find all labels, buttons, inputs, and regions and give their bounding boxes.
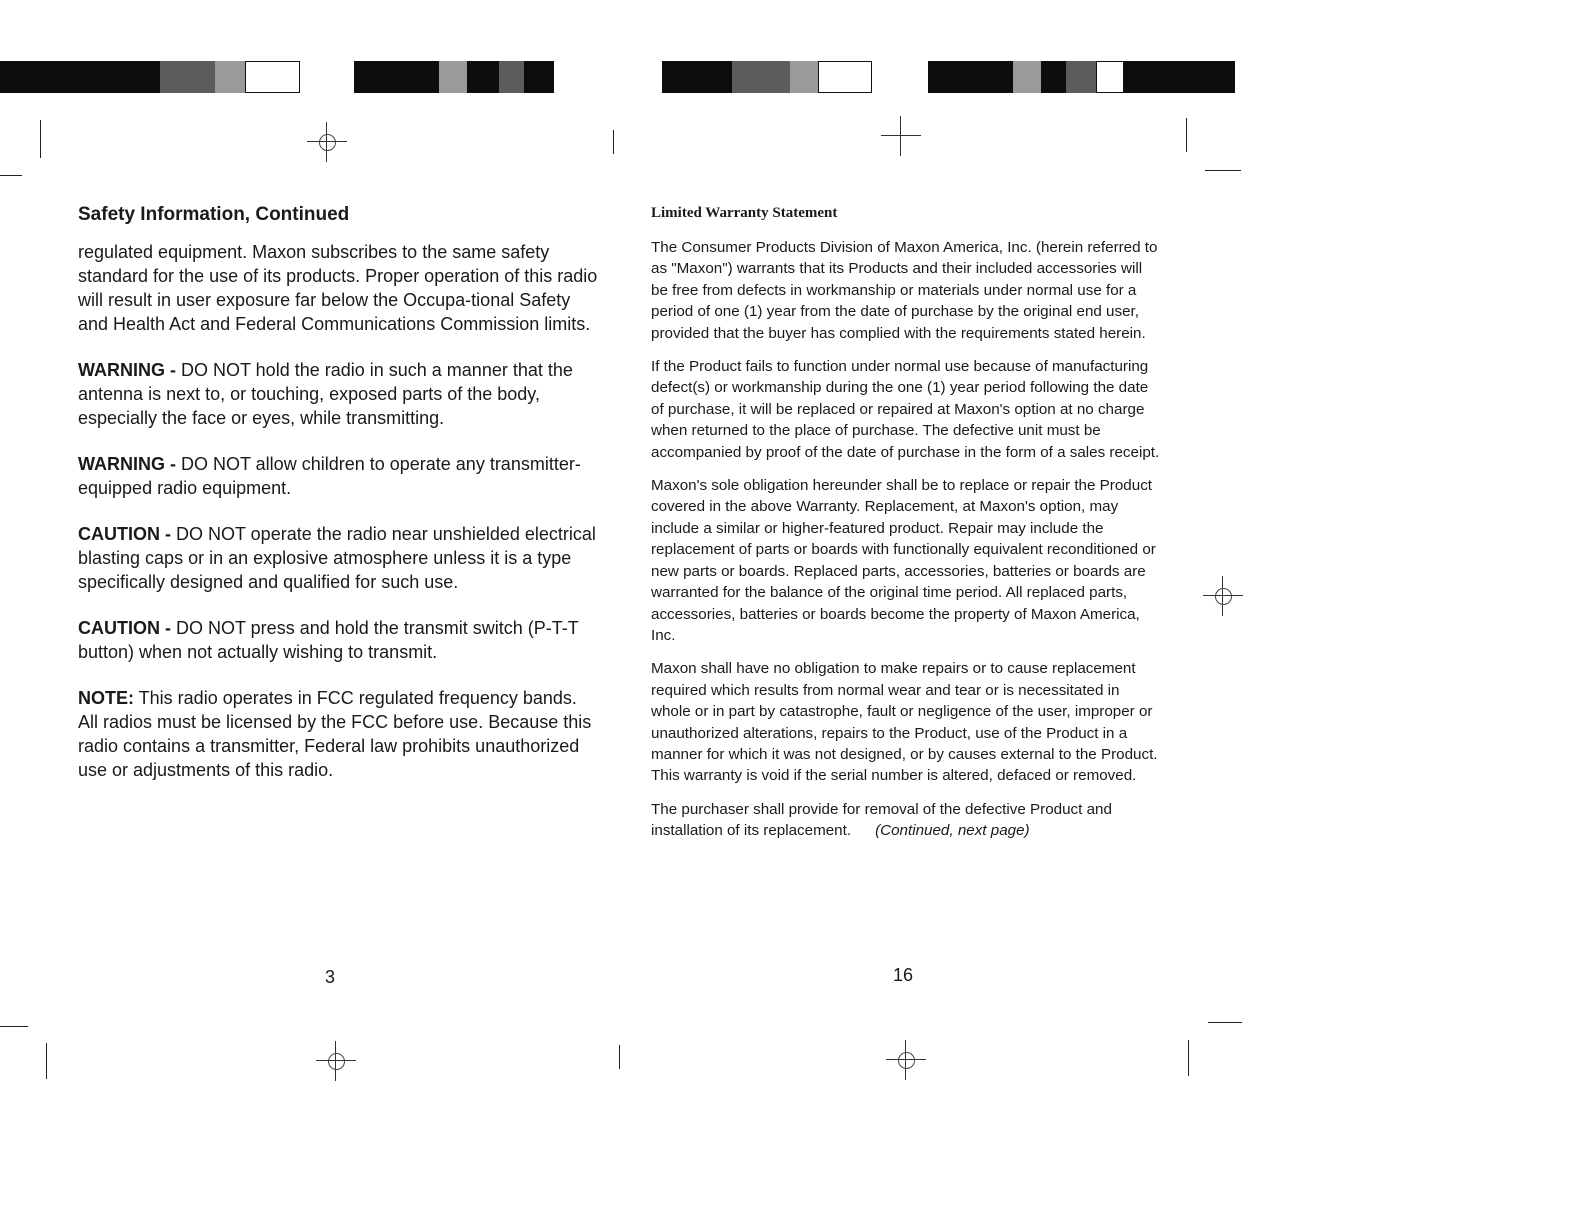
print-bar bbox=[732, 61, 790, 93]
print-bar bbox=[1066, 61, 1096, 93]
notice-text: DO NOT allow children to operate any transmitter-equipped radio equipment. bbox=[78, 454, 581, 498]
crop-mark bbox=[1188, 1040, 1189, 1076]
warranty-paragraph: Maxon shall have no obligation to make repairs or to cause replacement required which results from normal wear and tear or is necessitated in whole or in part by catastrophe, fault or negligence of the user, improper or unauthorized alterations, repairs to the Product, use of the Product in a manner for which it was not designed, or by causes external to the Product. This warranty is void if the serial number is altered, defaced or removed. bbox=[651, 660, 1158, 785]
print-bar bbox=[1013, 61, 1041, 93]
continued-note: (Continued, next page) bbox=[875, 822, 1030, 840]
notice-text: DO NOT operate the radio near unshielded electrical blasting caps or in an explosive atmosphere unless it is a type specifically designed and qualified for such use. bbox=[78, 524, 596, 592]
intro-paragraph: regulated equipment. Maxon subscribes to the same safety standard for the use of its products. Proper operation of this radio will result in user exposure far below the Occupa-tional Safety and Health Act and Federal Communications Commission limits. bbox=[78, 242, 598, 334]
warranty-paragraph: Maxon's sole obligation hereunder shall be to replace or repair the Product covered in the above Warranty. Replacement, at Maxon's option, may include a similar or higher-featured product. Repair may include the replacement of parts or boards with functionally equivalent reconditioned or new parts or boards. Replaced parts, accessories, batteries or boards are warranted for the balance of the original time period. All replaced parts, accessories, batteries or boards become the property of Maxon America, Inc. bbox=[651, 477, 1156, 644]
warranty-paragraph: The Consumer Products Division of Maxon America, Inc. (herein referred to as "Maxon") warrants that its Products and their included accessories will be free from defects in workmanship or materials under normal use for a period of one (1) year from the date of purchase by the original end user, provided that the buyer has complied with the requirements stated herein. bbox=[651, 239, 1158, 342]
notice-label: WARNING - bbox=[78, 454, 176, 474]
notice-text: DO NOT hold the radio in such a manner that the antenna is next to, or touching, exposed parts of the body, especially the face or eyes, while transmitting. bbox=[78, 360, 573, 428]
registration-mark-icon bbox=[307, 122, 347, 162]
print-bar bbox=[499, 61, 524, 93]
print-bar bbox=[928, 61, 1013, 93]
last-paragraph-text: The purchaser shall provide for removal of the defective Product and installation of its replacement. bbox=[651, 800, 1112, 840]
right-page bbox=[651, 205, 1161, 854]
print-bar bbox=[818, 61, 872, 93]
page-number: 16 bbox=[893, 965, 914, 985]
crop-mark bbox=[1208, 1022, 1242, 1023]
print-bar bbox=[354, 61, 439, 93]
print-bar bbox=[662, 61, 732, 93]
print-bar bbox=[1096, 61, 1124, 93]
print-bar bbox=[524, 61, 554, 93]
page-title: Limited Warranty Statement bbox=[651, 205, 838, 221]
print-bar bbox=[790, 61, 818, 93]
notice-label: NOTE: bbox=[78, 688, 134, 708]
notice-label: CAUTION - bbox=[78, 524, 171, 544]
crop-mark bbox=[1205, 170, 1241, 171]
notice-text: DO NOT press and hold the transmit switch (P-T-T button) when not actually wishing to transmit. bbox=[78, 618, 579, 662]
crop-mark bbox=[46, 1043, 47, 1079]
left-page bbox=[78, 204, 598, 804]
warning-notice bbox=[78, 452, 598, 500]
registration-mark-icon bbox=[886, 1040, 926, 1080]
caution-notice bbox=[78, 616, 598, 664]
crop-mark bbox=[619, 1045, 620, 1069]
crop-mark bbox=[1186, 118, 1187, 152]
crop-mark bbox=[40, 120, 41, 158]
crop-mark bbox=[0, 175, 22, 176]
notice-label: CAUTION - bbox=[78, 618, 171, 638]
warranty-paragraph: If the Product fails to function under normal use because of manufacturing defect(s) or workmanship during the one (1) year period following the date of purchase, it will be replaced or repaired at Maxon's option at no charge when returned to the place of purchase. The defective unit must be accompanied by proof of the date of purchase in the form of a sales receipt. bbox=[651, 358, 1160, 461]
crop-mark bbox=[0, 1026, 28, 1027]
print-bar bbox=[1041, 61, 1066, 93]
notice-text: This radio operates in FCC regulated frequency bands. All radios must be licensed by the FCC before use. Because this radio contains a transmitter, Federal law prohibits unauthorized use or adjustments of this radio. bbox=[78, 688, 592, 780]
print-bar bbox=[160, 61, 215, 93]
notice-label: WARNING - bbox=[78, 360, 176, 380]
print-bar bbox=[439, 61, 467, 93]
page-number: 3 bbox=[325, 967, 336, 987]
warning-notice bbox=[78, 358, 598, 430]
print-bar bbox=[467, 61, 499, 93]
crop-mark bbox=[613, 130, 614, 154]
print-bar bbox=[1124, 61, 1235, 93]
registration-mark-icon bbox=[316, 1041, 356, 1081]
page-title: Safety Information, Continued bbox=[78, 204, 350, 225]
warranty-paragraph bbox=[651, 799, 1161, 842]
caution-notice bbox=[78, 522, 598, 594]
note-notice bbox=[78, 686, 598, 782]
print-bar bbox=[245, 61, 300, 93]
print-bar bbox=[0, 61, 160, 93]
registration-mark-icon bbox=[881, 116, 921, 156]
print-bar bbox=[215, 61, 245, 93]
registration-mark-icon bbox=[1203, 576, 1243, 616]
